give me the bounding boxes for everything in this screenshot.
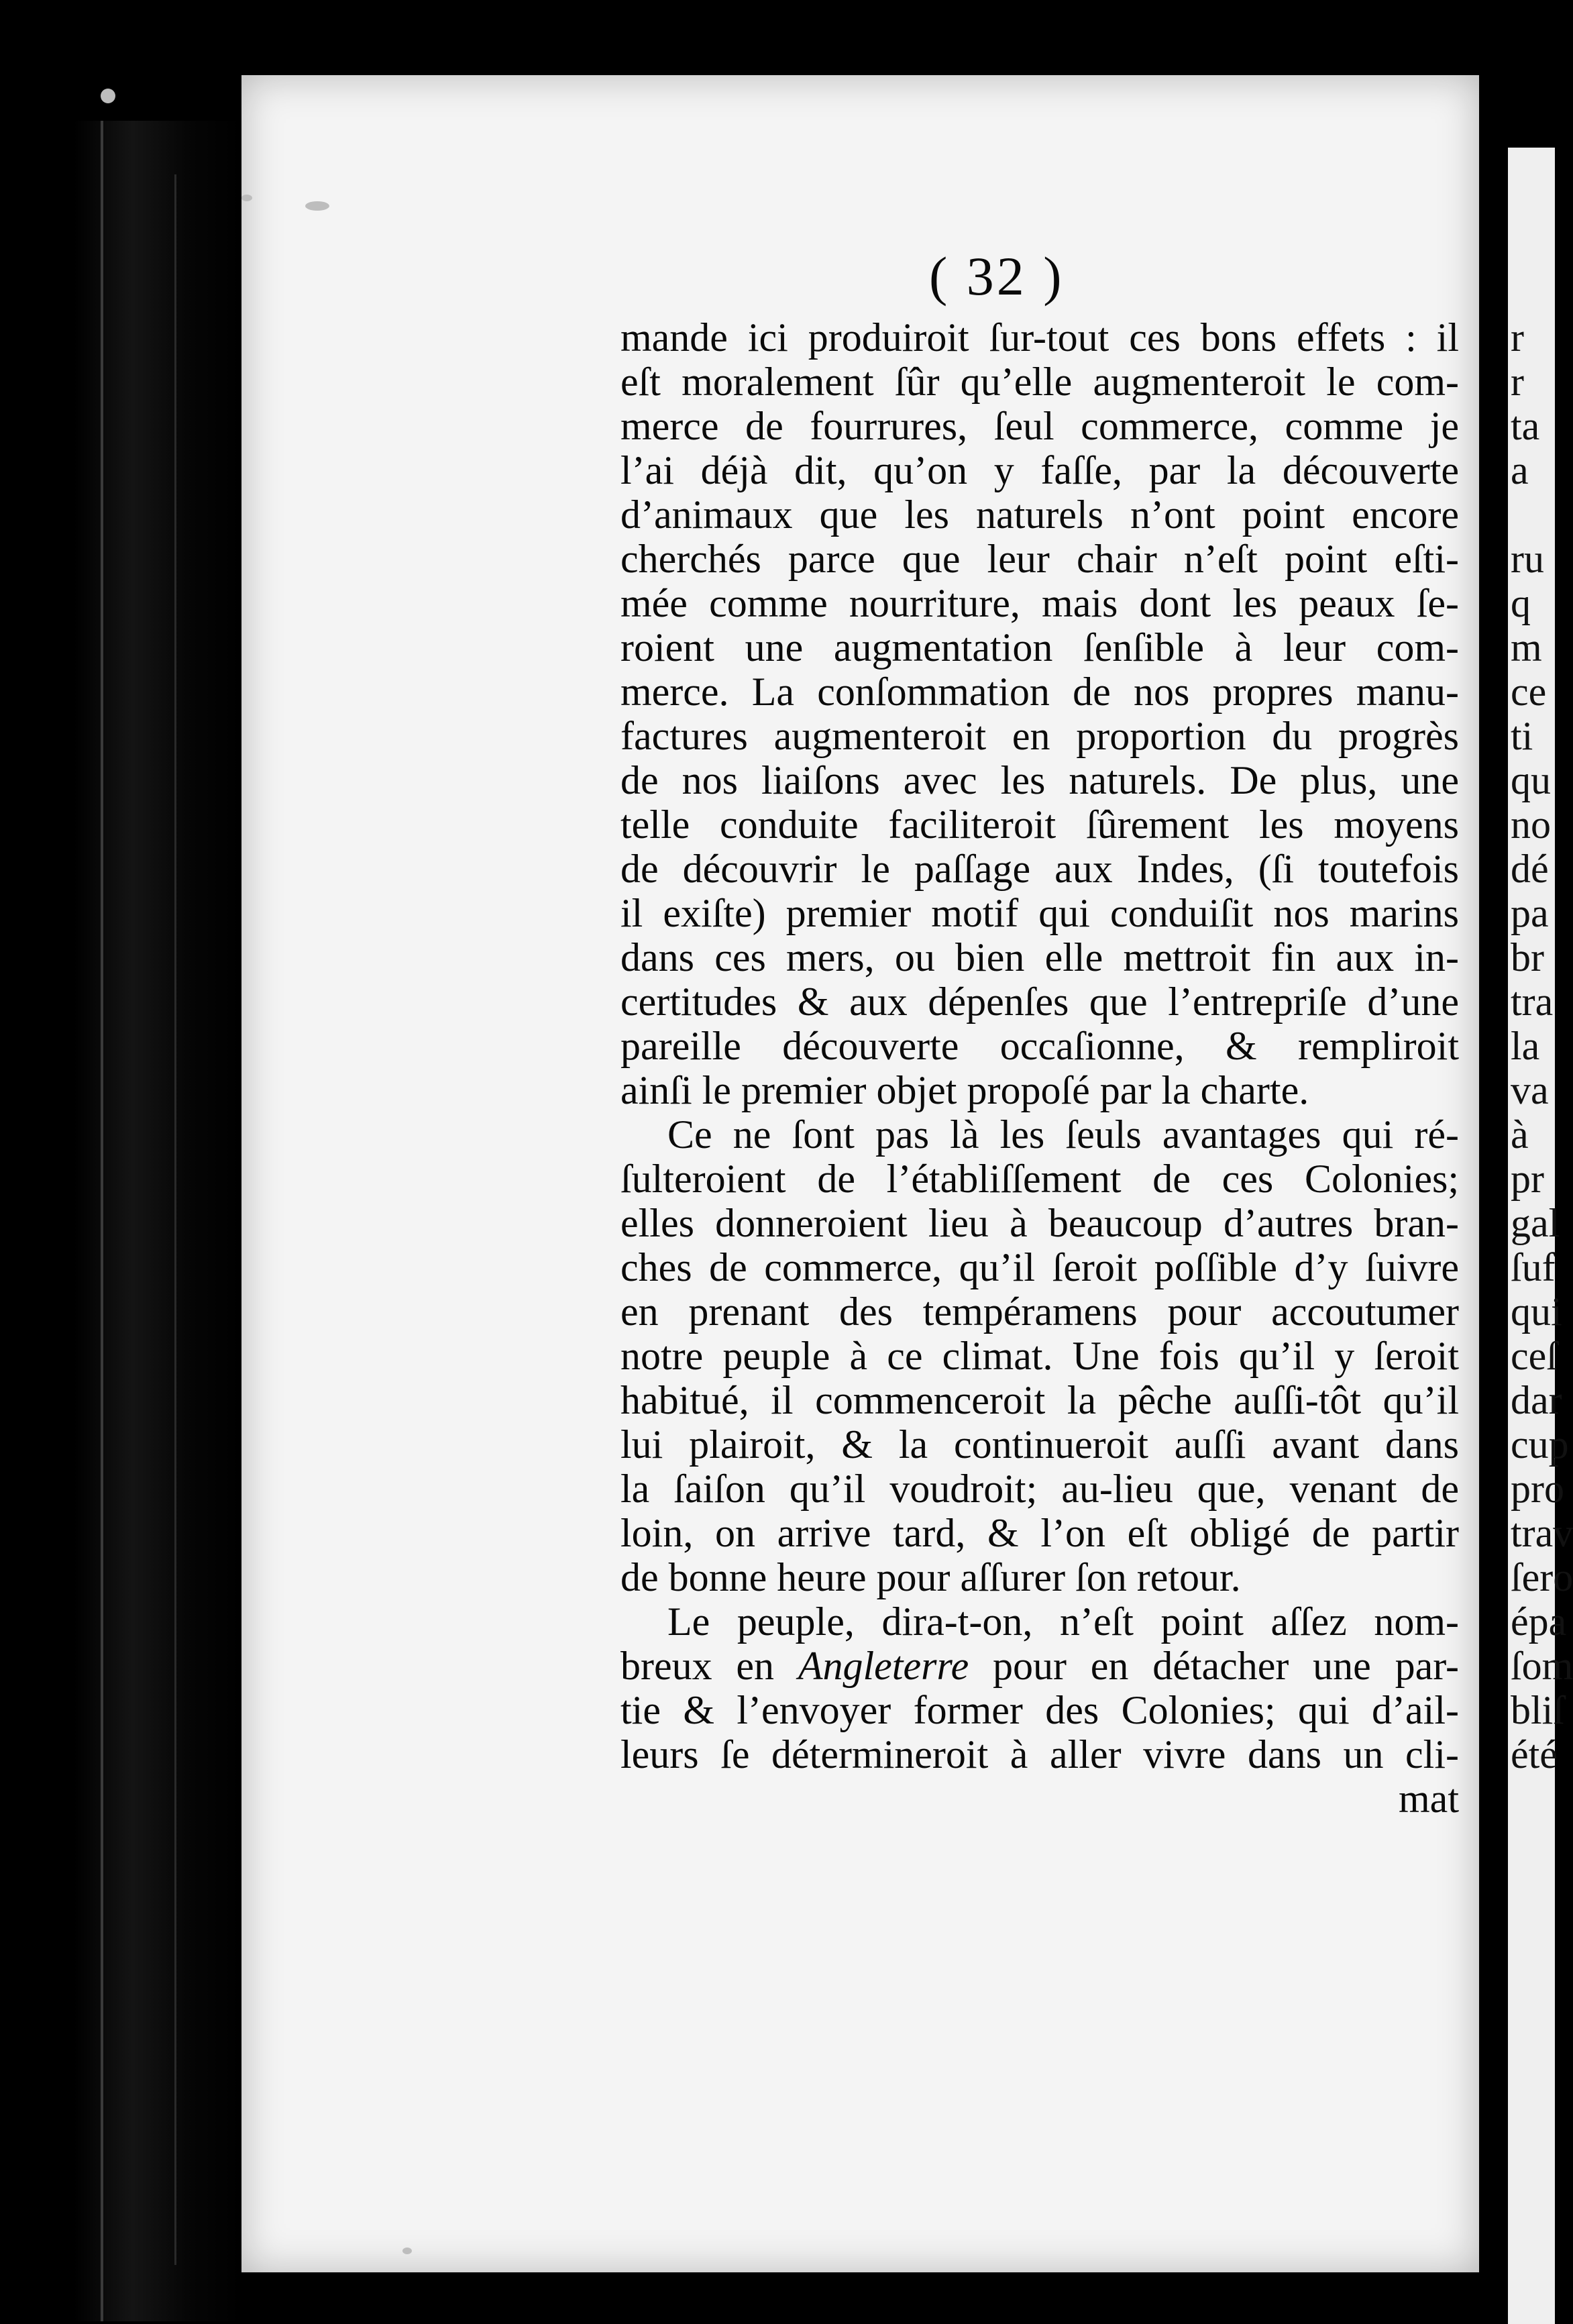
facing-fragment: ti — [1511, 714, 1533, 758]
text-line: lui plairoit, & la continueroit auſſi avant dans — [620, 1422, 1459, 1467]
text-line: ainſi le premier objet propoſé par la charte. — [620, 1068, 1309, 1112]
text-line: habitué, il commenceroit la pêche auſſi-tôt qu’il — [620, 1378, 1459, 1422]
text-line: pareille découverte occaſionne, & rempliroit — [620, 1024, 1459, 1068]
text-line: la ſaiſon qu’il voudroit; au-lieu que, venant de — [620, 1467, 1459, 1511]
text-line: de nos liaiſons avec les naturels. De plus, une — [620, 758, 1459, 802]
text-line: de bonne heure pour aſſurer ſon retour. — [620, 1555, 1241, 1599]
text-line: en prenant des tempéramens pour accoutumer — [620, 1289, 1459, 1334]
text-line: loin, on arrive tard, & l’on eſt obligé de partir — [620, 1511, 1459, 1555]
text-line: notre peuple à ce climat. Une fois qu’il y ſeroit — [620, 1334, 1459, 1378]
text-line: mée comme nourriture, mais dont les peaux ſe- — [620, 581, 1459, 625]
facing-fragment: qui — [1511, 1289, 1562, 1334]
facing-fragment: épa — [1511, 1599, 1567, 1644]
text-line: ches de commerce, qu’il ſeroit poſſible d’y ſuivre — [620, 1245, 1459, 1289]
text-line: Le peuple, dira-t-on, n’eſt point aſſez nom- — [667, 1599, 1459, 1644]
facing-fragment: tra — [1511, 980, 1554, 1024]
text-line: merce. La conſommation de nos propres manu- — [620, 670, 1459, 714]
dust-speck — [101, 89, 115, 103]
facing-fragment: pro — [1511, 1467, 1564, 1511]
italic-place-name: Angleterre — [798, 1644, 969, 1688]
facing-fragment: a — [1511, 448, 1529, 492]
dust-speck — [241, 195, 252, 201]
body-text — [620, 315, 1459, 1821]
facing-fragment: bliſ — [1511, 1688, 1565, 1732]
text-line: eſt moralement ſûr qu’elle augmenteroit le com- — [620, 360, 1459, 404]
text-line: ſulteroient de l’établiſſement de ces Colonies; — [620, 1157, 1459, 1201]
text-line — [620, 1644, 1459, 1688]
text-line: mande ici produiroit ſur-tout ces bons effets : il — [620, 315, 1459, 360]
facing-fragment: la — [1511, 1024, 1540, 1068]
facing-fragment: r — [1511, 360, 1524, 404]
facing-fragment: ta — [1511, 404, 1540, 448]
facing-fragment: ſero — [1511, 1555, 1573, 1599]
facing-fragment — [1511, 492, 1573, 537]
facing-fragment: ru — [1511, 537, 1544, 581]
text-line: factures augmenteroit en proportion du progrès — [620, 714, 1459, 758]
text-line: merce de fourrures, ſeul commerce, comme je — [620, 404, 1459, 448]
facing-fragment: dé — [1511, 847, 1549, 891]
facing-fragment: gal — [1511, 1201, 1560, 1245]
facing-fragment: no — [1511, 802, 1551, 847]
facing-page-fragments — [1511, 315, 1573, 1777]
text-line: telle conduite faciliteroit ſûrement les moyens — [620, 802, 1459, 847]
facing-fragment: dar — [1511, 1378, 1562, 1422]
text-line: de découvrir le paſſage aux Indes, (ſi toutefois — [620, 847, 1459, 891]
facing-fragment: m — [1511, 625, 1542, 670]
text-line: certitudes & aux dépenſes que l’entrepriſe d’une — [620, 980, 1459, 1024]
facing-fragment: br — [1511, 935, 1544, 980]
facing-fragment: pr — [1511, 1157, 1544, 1201]
facing-fragment: q — [1511, 581, 1531, 625]
facing-fragment: ce — [1511, 670, 1547, 714]
dust-speck — [402, 2248, 412, 2254]
text-line: cherchés parce que leur chair n’eſt point eſti- — [620, 537, 1459, 581]
text-line: elles donneroient lieu à beaucoup d’autres bran- — [620, 1201, 1459, 1245]
page-number: ( 32 ) — [929, 246, 1065, 307]
facing-fragment: à — [1511, 1112, 1529, 1157]
text-segment: breux en — [620, 1644, 798, 1688]
dust-speck — [305, 201, 329, 211]
text-line: l’ai déjà dit, qu’on y faſſe, par la découverte — [620, 448, 1459, 492]
facing-fragment: qu — [1511, 758, 1551, 802]
facing-fragment: ſuf — [1511, 1245, 1556, 1289]
book-binding-edge — [74, 121, 241, 2321]
text-line: tie & l’envoyer former des Colonies; qui d’ail- — [620, 1688, 1459, 1732]
text-line: mat — [1399, 1777, 1459, 1821]
text-line: dans ces mers, ou bien elle mettroit fin aux in- — [620, 935, 1459, 980]
text-line: il exiſte) premier motif qui conduiſit nos marins — [620, 891, 1459, 935]
text-line: Ce ne ſont pas là les ſeuls avantages qui ré- — [667, 1112, 1459, 1157]
text-line: d’animaux que les naturels n’ont point encore — [620, 492, 1459, 537]
facing-fragment: r — [1511, 315, 1524, 360]
facing-fragment: trav — [1511, 1511, 1573, 1555]
facing-fragment: été — [1511, 1732, 1558, 1777]
text-line: roient une augmentation ſenſible à leur com- — [620, 625, 1459, 670]
facing-fragment: pa — [1511, 891, 1549, 935]
facing-fragment: ſom — [1511, 1644, 1573, 1688]
text-line: leurs ſe détermineroit à aller vivre dans un cli- — [620, 1732, 1459, 1777]
facing-fragment: cup — [1511, 1422, 1569, 1467]
text-segment: pour en détacher une par- — [969, 1644, 1459, 1688]
facing-fragment: ceſ — [1511, 1334, 1558, 1378]
facing-page-edge — [1508, 148, 1573, 2324]
facing-fragment: va — [1511, 1068, 1549, 1112]
